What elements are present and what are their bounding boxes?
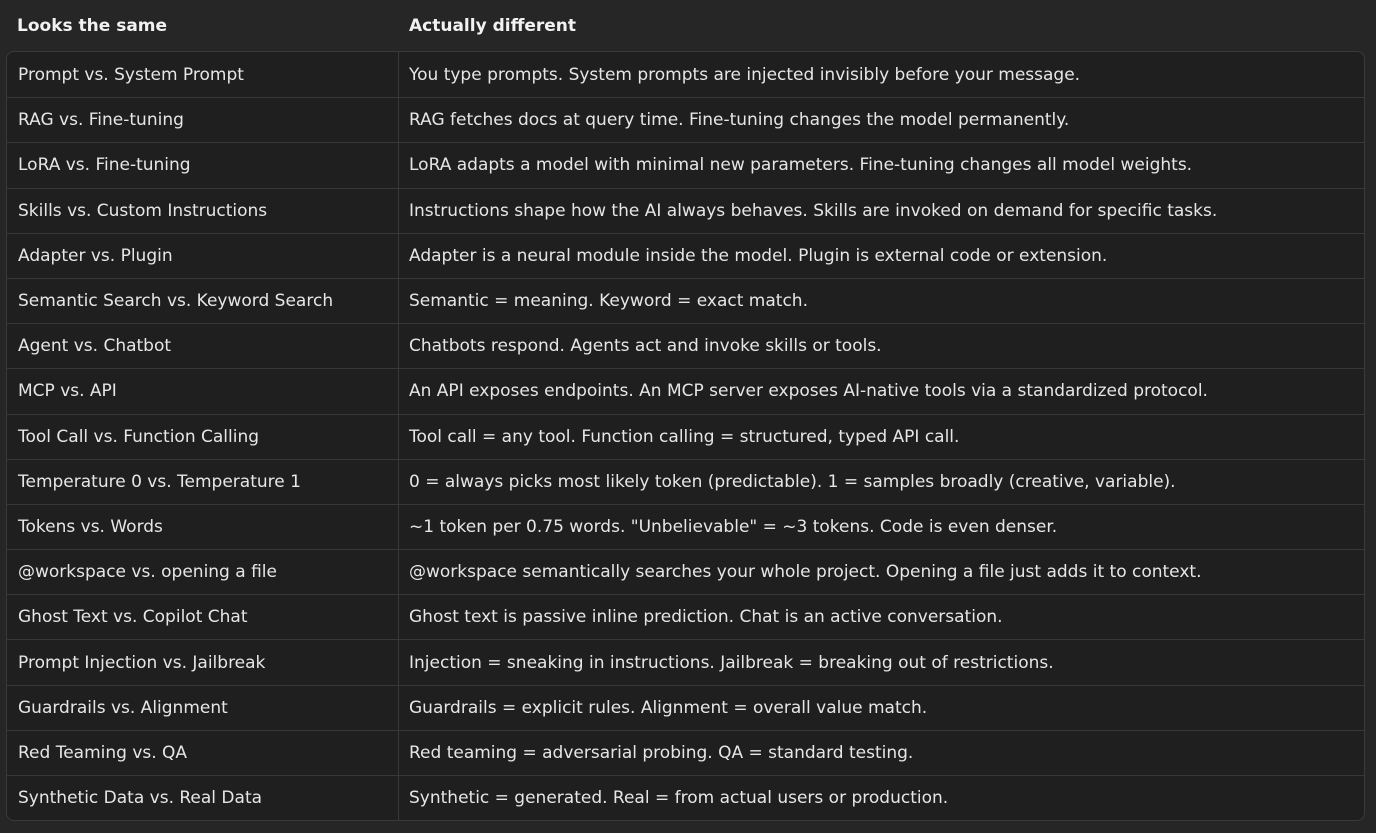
table-row — [7, 52, 1364, 97]
table-row — [7, 188, 1364, 233]
table-body — [6, 51, 1365, 821]
term-pair-cell: Guardrails vs. Alignment — [7, 686, 399, 730]
table-row — [7, 142, 1364, 187]
table-row — [7, 639, 1364, 684]
difference-cell: An API exposes endpoints. An MCP server exposes AI-native tools via a standardized protocol. — [409, 381, 1208, 402]
table-row — [7, 459, 1364, 504]
table-row — [7, 685, 1364, 730]
table-row — [7, 730, 1364, 775]
term-pair-cell: Ghost Text vs. Copilot Chat — [7, 595, 399, 639]
table-row — [7, 549, 1364, 594]
table-row — [7, 775, 1364, 820]
table-row — [7, 368, 1364, 413]
term-pair-cell: Prompt Injection vs. Jailbreak — [7, 640, 399, 684]
difference-cell: Guardrails = explicit rules. Alignment = overall value match. — [409, 697, 928, 718]
term-pair-cell: Agent vs. Chatbot — [7, 324, 399, 368]
table-row — [7, 594, 1364, 639]
term-pair-cell: @workspace vs. opening a file — [7, 550, 399, 594]
difference-cell: Tool call = any tool. Function calling = structured, typed API call. — [409, 426, 960, 447]
table-row — [7, 504, 1364, 549]
term-pair-cell: Synthetic Data vs. Real Data — [7, 776, 399, 820]
difference-cell: ~1 token per 0.75 words. "Unbelievable" = ~3 tokens. Code is even denser. — [409, 516, 1058, 537]
table-header — [6, 0, 1365, 51]
difference-cell: @workspace semantically searches your whole project. Opening a file just adds it to context. — [409, 562, 1202, 583]
difference-cell: Semantic = meaning. Keyword = exact match. — [409, 291, 808, 312]
difference-cell: Red teaming = adversarial probing. QA = standard testing. — [409, 742, 914, 763]
column-header-actually-different: Actually different — [409, 15, 577, 36]
term-pair-cell: Prompt vs. System Prompt — [7, 52, 399, 97]
term-pair-cell: Red Teaming vs. QA — [7, 731, 399, 775]
table-row — [7, 414, 1364, 459]
term-pair-cell: Skills vs. Custom Instructions — [7, 189, 399, 233]
term-pair-cell: Semantic Search vs. Keyword Search — [7, 279, 399, 323]
comparison-table — [6, 0, 1365, 821]
difference-cell: You type prompts. System prompts are injected invisibly before your message. — [409, 64, 1081, 85]
difference-cell: Instructions shape how the AI always behaves. Skills are invoked on demand for specific tasks. — [409, 200, 1218, 221]
term-pair-cell: MCP vs. API — [7, 369, 399, 413]
term-pair-cell: RAG vs. Fine-tuning — [7, 98, 399, 142]
difference-cell: Injection = sneaking in instructions. Jailbreak = breaking out of restrictions. — [409, 652, 1054, 673]
term-pair-cell: Temperature 0 vs. Temperature 1 — [7, 460, 399, 504]
difference-cell: Chatbots respond. Agents act and invoke skills or tools. — [409, 336, 882, 357]
term-pair-cell: Adapter vs. Plugin — [7, 234, 399, 278]
term-pair-cell: Tool Call vs. Function Calling — [7, 415, 399, 459]
table-row — [7, 323, 1364, 368]
difference-cell: LoRA adapts a model with minimal new parameters. Fine-tuning changes all model weights. — [409, 155, 1193, 176]
difference-cell: Synthetic = generated. Real = from actual users or production. — [409, 788, 949, 809]
term-pair-cell: Tokens vs. Words — [7, 505, 399, 549]
table-row — [7, 233, 1364, 278]
difference-cell: Ghost text is passive inline prediction. Chat is an active conversation. — [409, 607, 1003, 628]
difference-cell: 0 = always picks most likely token (predictable). 1 = samples broadly (creative, variable). — [409, 471, 1176, 492]
difference-cell: Adapter is a neural module inside the model. Plugin is external code or extension. — [409, 245, 1108, 266]
table-row — [7, 278, 1364, 323]
difference-cell: RAG fetches docs at query time. Fine-tuning changes the model permanently. — [409, 110, 1070, 131]
term-pair-cell: LoRA vs. Fine-tuning — [7, 143, 399, 187]
column-header-looks-the-same: Looks the same — [17, 15, 168, 36]
table-row — [7, 97, 1364, 142]
